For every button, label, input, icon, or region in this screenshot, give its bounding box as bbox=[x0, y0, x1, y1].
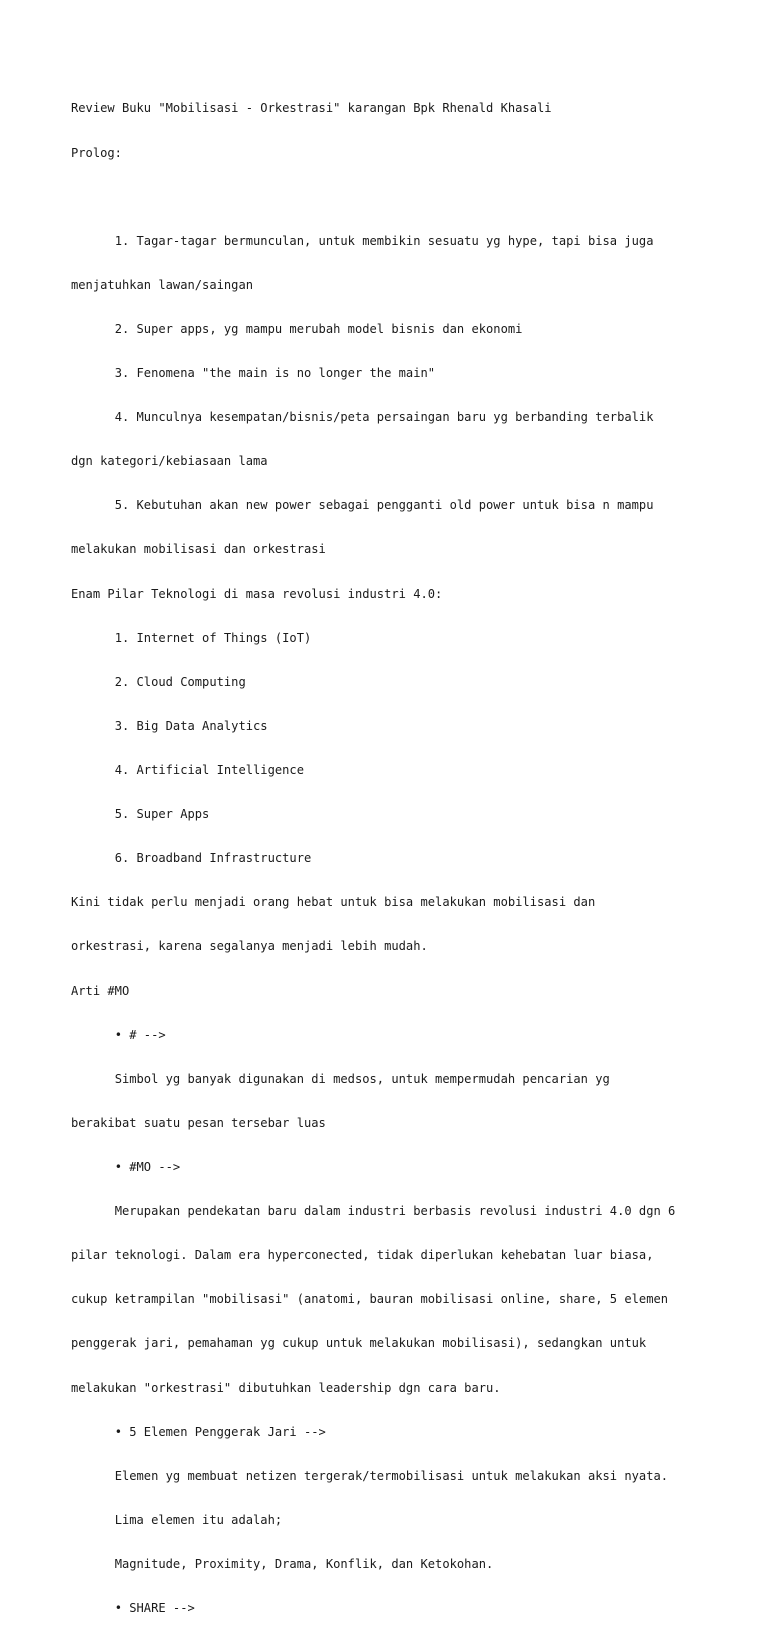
paragraph-line: melakukan "orkestrasi" dibutuhkan leadership dgn cara baru. bbox=[71, 1380, 501, 1395]
prolog-item-1: 1. Tagar-tagar bermunculan, untuk membikin sesuatu yg hype, tapi bisa juga bbox=[71, 233, 654, 248]
pillar-item-5: 5. Super Apps bbox=[71, 807, 210, 822]
prolog-item-5: 5. Kebutuhan akan new power sebagai pengganti old power untuk bisa n mampu bbox=[71, 498, 654, 513]
paragraph-line: orkestrasi, karena segalanya menjadi lebih mudah. bbox=[71, 939, 428, 954]
prolog-item-4-cont: dgn kategori/kebiasaan lama bbox=[71, 454, 268, 469]
paragraph-line: Elemen yg membuat netizen tergerak/termobilisasi untuk melakukan aksi nyata. bbox=[71, 1468, 669, 1483]
pillar-item-3: 3. Big Data Analytics bbox=[71, 718, 268, 733]
paragraph-line: cukup ketrampilan "mobilisasi" (anatomi, bauran mobilisasi online, share, 5 elemen bbox=[71, 1292, 669, 1307]
prolog-item-1-cont: menjatuhkan lawan/saingan bbox=[71, 277, 254, 292]
bullet-share: • SHARE --> bbox=[71, 1601, 195, 1616]
blank-line bbox=[71, 190, 711, 205]
bullet-five-elements: • 5 Elemen Penggerak Jari --> bbox=[71, 1424, 326, 1439]
section-heading-pillars: Enam Pilar Teknologi di masa revolusi industri 4.0: bbox=[71, 586, 443, 601]
paragraph-line: pilar teknologi. Dalam era hyperconected, tidak diperlukan kehebatan luar biasa, bbox=[71, 1248, 654, 1263]
bullet-hashtag: • # --> bbox=[71, 1027, 166, 1042]
prolog-item-5-cont: melakukan mobilisasi dan orkestrasi bbox=[71, 542, 326, 557]
pillar-item-2: 2. Cloud Computing bbox=[71, 674, 246, 689]
paragraph-line: berakibat suatu pesan tersebar luas bbox=[71, 1115, 326, 1130]
pillar-item-1: 1. Internet of Things (IoT) bbox=[71, 630, 312, 645]
document-title: Review Buku "Mobilisasi - Orkestrasi" karangan Bpk Rhenald Khasali bbox=[71, 101, 552, 116]
document-body bbox=[71, 72, 711, 1631]
bullet-mo: • #MO --> bbox=[71, 1160, 181, 1175]
prolog-item-2: 2. Super apps, yg mampu merubah model bisnis dan ekonomi bbox=[71, 321, 523, 336]
paragraph-line: Simbol yg banyak digunakan di medsos, untuk mempermudah pencarian yg bbox=[71, 1071, 610, 1086]
prolog-item-4: 4. Munculnya kesempatan/bisnis/peta persaingan baru yg berbanding terbalik bbox=[71, 410, 654, 425]
section-heading-prolog: Prolog: bbox=[71, 145, 122, 160]
pillar-item-4: 4. Artificial Intelligence bbox=[71, 763, 304, 778]
pillar-item-6: 6. Broadband Infrastructure bbox=[71, 851, 312, 866]
section-heading-arti-mo: Arti #MO bbox=[71, 983, 130, 998]
paragraph-line: Magnitude, Proximity, Drama, Konflik, dan Ketokohan. bbox=[71, 1557, 494, 1571]
paragraph-line: Merupakan pendekatan baru dalam industri berbasis revolusi industri 4.0 dgn 6 bbox=[71, 1204, 676, 1219]
paragraph-line: Lima elemen itu adalah; bbox=[71, 1512, 283, 1527]
paragraph-line: Kini tidak perlu menjadi orang hebat untuk bisa melakukan mobilisasi dan bbox=[71, 895, 596, 910]
paragraph-line: penggerak jari, pemahaman yg cukup untuk melakukan mobilisasi), sedangkan untuk bbox=[71, 1336, 647, 1351]
prolog-item-3: 3. Fenomena "the main is no longer the main" bbox=[71, 366, 436, 381]
